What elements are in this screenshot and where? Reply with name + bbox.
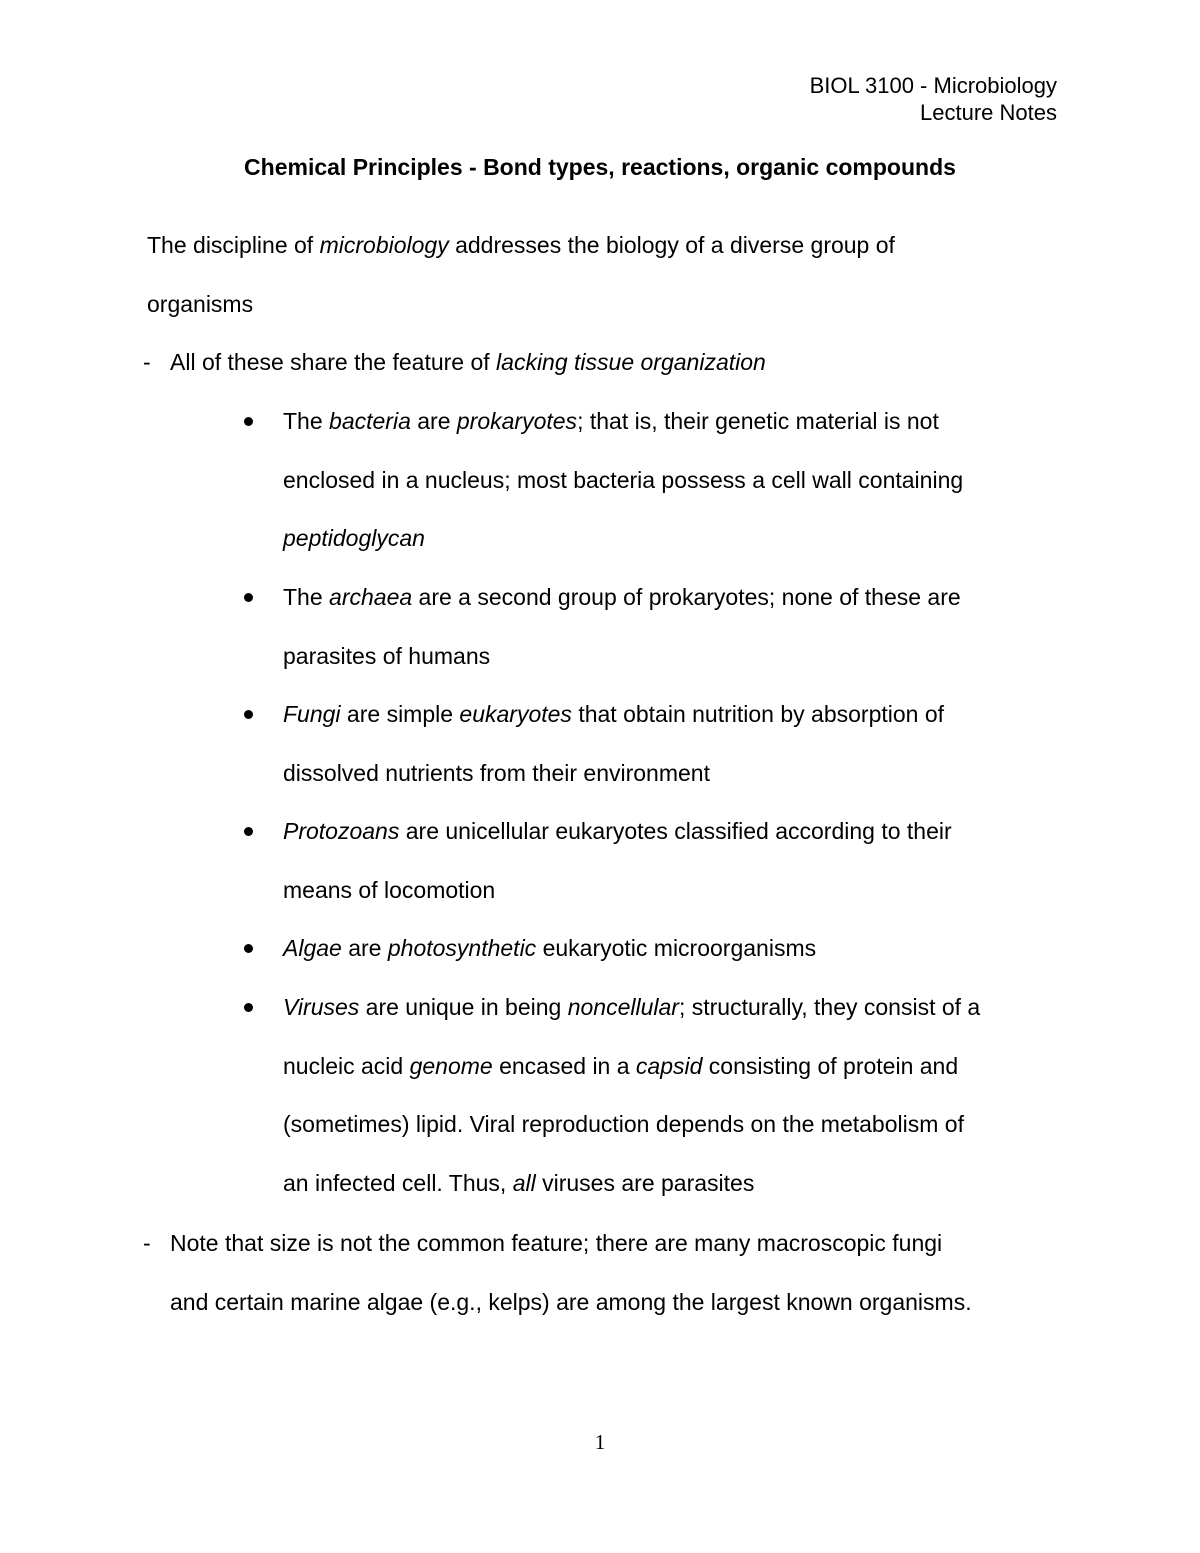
bullet-icon <box>244 827 253 836</box>
bullet-icon <box>244 944 253 953</box>
document-title: Chemical Principles - Bond types, reactions, organic compounds <box>244 154 956 180</box>
dash-item-text: Note that size is not the common feature; there are many macroscopic fungi and certain marine algae (e.g., kelps) are among the largest known organisms. <box>170 1230 972 1315</box>
course-name: BIOL 3100 - Microbiology <box>809 73 1057 98</box>
dash-marker: - <box>143 349 151 375</box>
bullet-text: Fungi are simple eukaryotes that obtain nutrition by absorption of dissolved nutrients from their environment <box>283 701 945 786</box>
page-number: 1 <box>594 1430 606 1454</box>
bullet-icon <box>244 710 253 719</box>
bullet-text: The archaea are a second group of prokaryotes; none of these are parasites of humans <box>283 584 961 669</box>
document-type: Lecture Notes <box>920 100 1057 125</box>
bullet-text: Viruses are unique in being noncellular; structurally, they consist of a nucleic acid genome encased in a capsid consisting of protein and (sometimes) lipid. Viral reproduction depends on the metabolism of an infected cell. Thus, all viruses are parasites <box>283 994 981 1196</box>
bullet-icon <box>244 417 253 426</box>
bullet-icon <box>244 593 253 602</box>
bullet-icon <box>244 1003 253 1012</box>
intro-paragraph <box>147 216 895 333</box>
bullet-text: Protozoans are unicellular eukaryotes classified according to their means of locomotion <box>283 818 952 903</box>
dash-item-text: All of these share the feature of lacking tissue organization <box>170 349 766 375</box>
bullet-text: The bacteria are prokaryotes; that is, their genetic material is not enclosed in a nucleus; most bacteria possess a cell wall containing peptidoglycan <box>283 408 964 551</box>
intro-line-2: organisms <box>147 290 254 317</box>
bullet-text: Algae are photosynthetic eukaryotic microorganisms <box>283 935 817 961</box>
running-header <box>810 72 1057 126</box>
intro-line-1: The discipline of microbiology addresses the biology of a diverse group of <box>147 232 895 258</box>
dash-marker: - <box>143 1230 151 1256</box>
